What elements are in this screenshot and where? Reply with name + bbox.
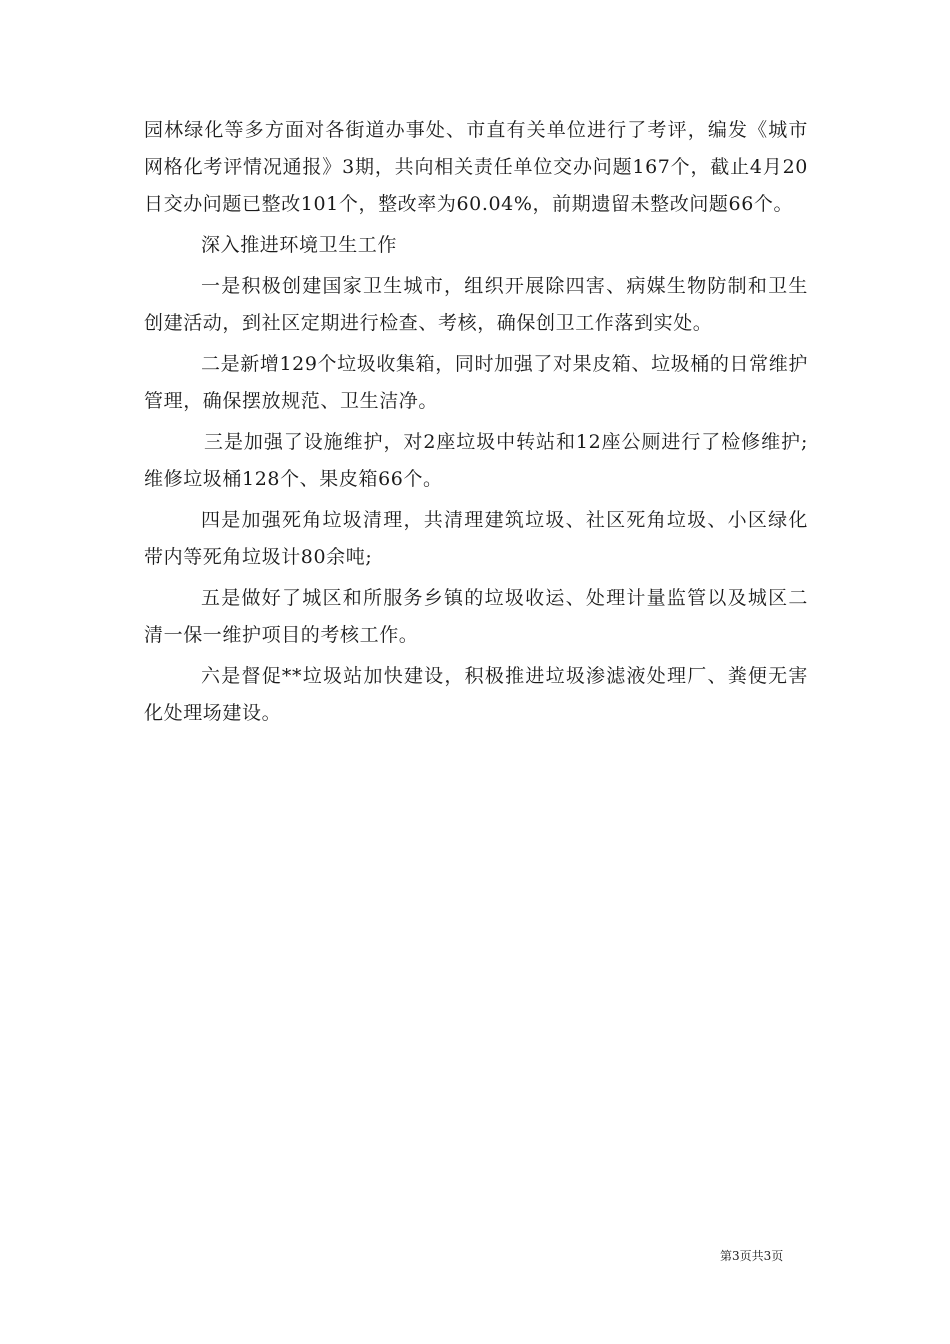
paragraph-item-2: 二是新增129个垃圾收集箱，同时加强了对果皮箱、垃圾桶的日常维护管理，确保摆放规范、卫生洁净。 [144, 353, 808, 412]
paragraph-item-6: 六是督促**垃圾站加快建设，积极推进垃圾渗滤液处理厂、粪便无害化处理场建设。 [144, 665, 808, 724]
paragraph-continuation: 园林绿化等多方面对各街道办事处、市直有关单位进行了考评，编发《城市网格化考评情况通报》3期，共向相关责任单位交办问题167个，截止4月20日交办问题已整改101个，整改率为60.04%，前期遗留未整改问题66个。 [144, 119, 808, 215]
document-body [144, 112, 808, 732]
paragraph-item-4: 四是加强死角垃圾清理，共清理建筑垃圾、社区死角垃圾、小区绿化带内等死角垃圾计80余吨; [144, 509, 808, 568]
paragraph-item-5: 五是做好了城区和所服务乡镇的垃圾收运、处理计量监管以及城区二清一保一维护项目的考核工作。 [144, 587, 808, 646]
page-number-footer: 第3页共3页 [720, 1249, 784, 1263]
paragraph-item-1: 一是积极创建国家卫生城市，组织开展除四害、病媒生物防制和卫生创建活动，到社区定期进行检查、考核，确保创卫工作落到实处。 [144, 275, 808, 334]
paragraph-item-3: 三是加强了设施维护，对2座垃圾中转站和12座公厕进行了检修维护;维修垃圾桶128个、果皮箱66个。 [144, 431, 808, 490]
section-heading: 深入推进环境卫生工作 [201, 234, 398, 256]
